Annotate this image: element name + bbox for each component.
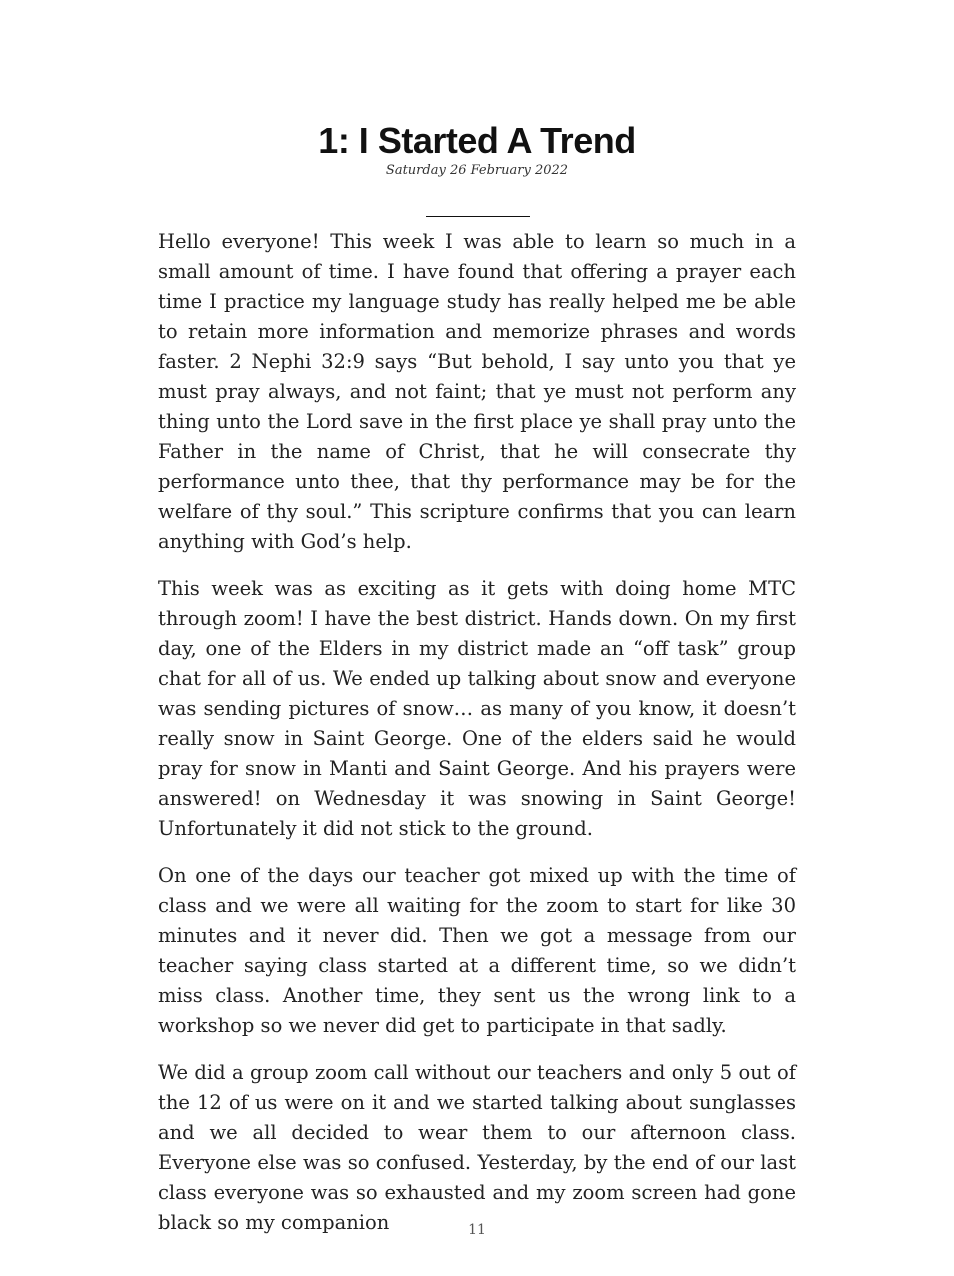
page-number: 11	[468, 1222, 486, 1238]
body-paragraph: On one of the days our teacher got mixed up with the time of class and we were all waiting for the zoom to start for like 30 minutes and it never did. Then we got a message from our teacher saying class started at a different time, so we didn’t miss class. Another time, they sent us the wrong link to a workshop so we never did get to participate in that sadly.	[158, 864, 796, 1037]
chapter-title: 1: I Started A Trend	[318, 120, 636, 161]
chapter-date: Saturday 26 February 2022	[385, 163, 569, 178]
body-paragraph: This week was as exciting as it gets with doing home MTC through zoom! I have the best district. Hands down. On my first day, one of the Elders in my district made an “off task” group chat for all of us. We ended up talking about snow and everyone was sending pictures of snow… as many of you know, it doesn’t really snow in Saint George. One of the elders said he would pray for snow in Manti and Saint George. And his prayers were answered! on Wednesday it was snowing in Saint George! Unfortunately it did not stick to the ground.	[158, 577, 796, 840]
chapter-body	[158, 227, 796, 1255]
body-paragraph: Hello everyone! This week I was able to learn so much in a small amount of time. I have found that offering a prayer each time I practice my language study has really helped me be able to retain more information and memorize phrases and words faster. 2 Nephi 32:9 says “But behold, I say unto you that ye must pray always, and not faint; that ye must not perform any thing unto the Lord save in the first place ye shall pray unto the Father in the name of Christ, that he will consecrate thy performance unto thee, that thy performance may be for the welfare of thy soul.” This scripture confirms that you can learn anything with God’s help.	[158, 230, 796, 553]
title-divider	[426, 216, 530, 217]
body-paragraph: We did a group zoom call without our teachers and only 5 out of the 12 of us were on it and we started talking about sunglasses and we all decided to wear them to our afternoon class. Everyone else was so confused. Yesterday, by the end of our last class everyone was so exhausted and my zoom screen had gone black so my companion	[158, 1061, 796, 1234]
